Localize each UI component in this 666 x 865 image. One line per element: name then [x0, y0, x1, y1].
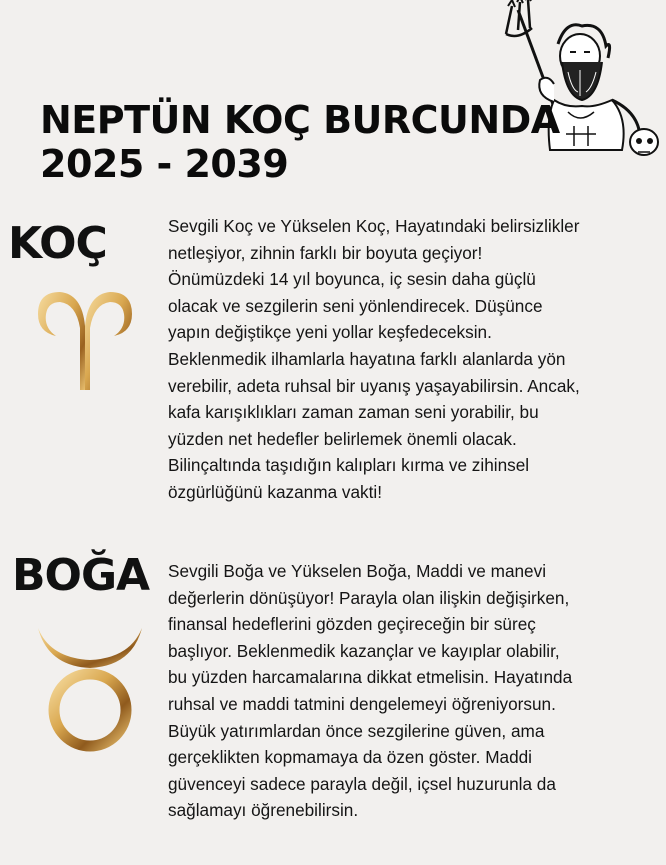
- paragraph-line: verebilir, adeta ruhsal bir uyanış yaşayabilirsin. Ancak,: [168, 375, 580, 396]
- paragraph-line: kafa karışıklıkları zaman zaman seni yorabilir, bu: [168, 402, 539, 423]
- paragraph-line: Önümüzdeki 14 yıl boyunca, iç sesin daha güçlü: [168, 269, 536, 290]
- paragraph-line: güvenceyi sadece parayla değil, içsel huzurunla da: [168, 773, 556, 794]
- paragraph-line: Sevgili Boğa ve Yükselen Boğa, Maddi ve manevi: [168, 561, 547, 581]
- paragraph-line: gerçeklikten kopmamaya da özen göster. Maddi: [168, 747, 532, 768]
- sign-heading-boga: BOĞA: [12, 550, 150, 601]
- paragraph-line: yapın değiştikçe yeni yollar keşfedeceksin.: [168, 322, 492, 343]
- koc-paragraph: [168, 213, 658, 506]
- paragraph-line: başlıyor. Beklenmedik kazançlar ve kayıplar olabilir,: [168, 640, 560, 661]
- paragraph-line: Büyük yatırımlardan önce sezgilerine güven, ama: [168, 720, 545, 741]
- paragraph-line: yüzden net hedefler belirlemek önemli olacak.: [168, 428, 517, 449]
- paragraph-line: ruhsal ve maddi tatmini dengelemeyi öğreniyorsun.: [168, 693, 556, 714]
- paragraph-line: netleşiyor, zihnin farklı bir boyuta geçiyor!: [168, 242, 483, 263]
- sign-heading-koc: KOÇ: [8, 218, 107, 269]
- paragraph-line: değerlerin dönüşüyor! Parayla olan ilişkin değişirken,: [168, 587, 570, 608]
- paragraph-line: özgürlüğünü kazanma vakti!: [168, 481, 383, 502]
- paragraph-line: olacak ve sezgilerin seni yönlendirecek. Düşünce: [168, 295, 543, 316]
- paragraph-line: finansal hedeflerini gözden geçireceğin bir süreç: [168, 614, 536, 635]
- paragraph-line: bu yüzden harcamalarına dikkat etmelisin. Hayatında: [168, 667, 573, 688]
- taurus-icon: [34, 618, 146, 754]
- boga-paragraph: [168, 558, 658, 824]
- paragraph-line: sağlamayı öğrenebilirsin.: [168, 800, 359, 821]
- paragraph-line: Bilinçaltında taşıdığın kalıpları kırma ve zihinsel: [168, 455, 530, 476]
- paragraph-line: Beklenmedik ilhamlarla hayatına farklı alanlarda yön: [168, 348, 566, 369]
- title-line-2: 2025 - 2039: [40, 142, 289, 186]
- aries-icon: [30, 282, 140, 394]
- title-line-1: NEPTÜN KOÇ BURCUNDA: [40, 98, 560, 142]
- page-title: [40, 98, 600, 186]
- paragraph-line: Sevgili Koç ve Yükselen Koç, Hayatındaki belirsizlikler: [168, 216, 580, 236]
